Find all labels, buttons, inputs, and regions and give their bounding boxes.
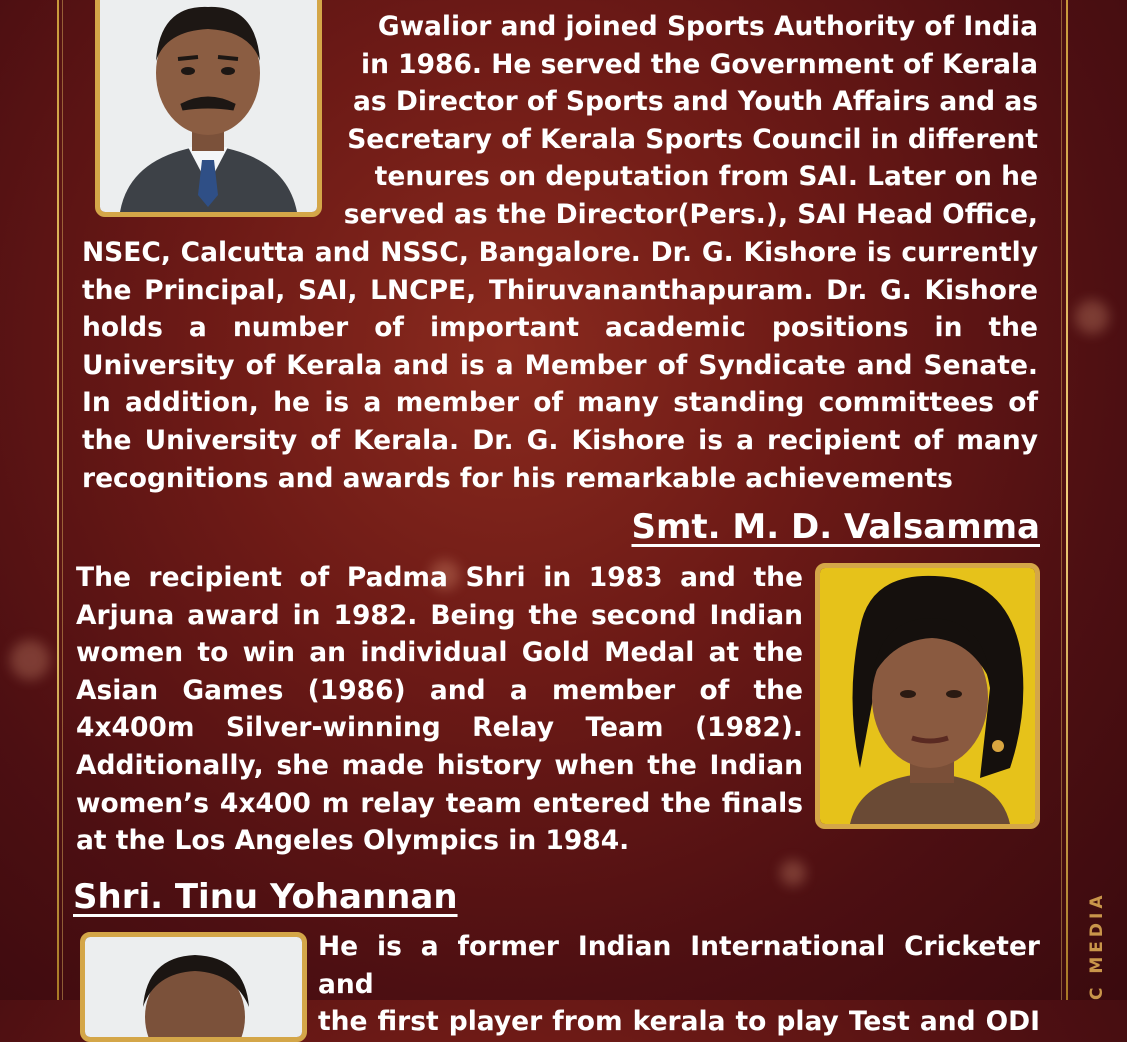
kishore-bio-continued (82, 234, 1038, 497)
portrait-man-mustache-icon (100, 0, 317, 212)
bio-line: the Principal, SAI, LNCPE, Thiruvananthapuram. Dr. G. Kishore (82, 274, 1038, 306)
tinu-name-heading: Shri. Tinu Yohannan (73, 877, 458, 917)
tinu-photo (80, 932, 307, 1042)
bio-line: recognitions and awards for his remarkable achievements (82, 462, 953, 494)
watermark-text: C MEDIA (1087, 891, 1107, 1000)
bio-line: Arjuna award in 1982. Being the second Indian (76, 599, 803, 631)
bio-line: University of Kerala and is a Member of Syndicate and Senate. (82, 349, 1038, 381)
bio-line: 4x400m Silver-winning Relay Team (1982). (76, 712, 803, 744)
bio-line: as Director of Sports and Youth Affairs and as (353, 86, 1038, 118)
valsamma-bio (76, 559, 803, 860)
bio-line: women’s 4x400 m relay team entered the finals (76, 787, 803, 819)
valsamma-name-heading: Smt. M. D. Valsamma (631, 507, 1040, 547)
gold-frame-left-inner (62, 0, 63, 1000)
bokeh-light (10, 640, 50, 680)
bio-line: women to win an individual Gold Medal at the (76, 637, 803, 669)
bokeh-light (780, 860, 806, 886)
bio-line: In addition, he is a member of many standing committees of (82, 387, 1038, 419)
bio-line: Asian Games (1986) and a member of the (76, 674, 803, 706)
portrait-man-icon (85, 937, 302, 1037)
bio-line: at the Los Angeles Olympics in 1984. (76, 825, 630, 857)
bio-line: holds a number of important academic positions in the (82, 312, 1038, 344)
bio-line: the first player from kerala to play Test and ODI (318, 1006, 1040, 1038)
tinu-bio (318, 928, 1040, 1041)
gold-frame-left (57, 0, 59, 1000)
bokeh-light (1075, 300, 1109, 334)
portrait-woman-icon (820, 568, 1035, 824)
bio-line: Secretary of Kerala Sports Council in different (347, 123, 1038, 155)
bio-line: the University of Kerala. Dr. G. Kishore is a recipient of many (82, 424, 1038, 456)
valsamma-photo (815, 563, 1040, 829)
bio-line: NSEC, Calcutta and NSSC, Bangalore. Dr. G. Kishore is currently (82, 237, 1038, 268)
bio-line: tenures on deputation from SAI. Later on he (374, 161, 1038, 193)
bio-line: in 1986. He served the Government of Kerala (361, 48, 1038, 80)
bio-line: served as the Director(Pers.), SAI Head Office, (343, 198, 1038, 230)
kishore-bio (336, 8, 1038, 234)
kishore-photo (95, 0, 322, 217)
gold-frame-right-inner (1061, 0, 1062, 1000)
bio-line: Gwalior and joined Sports Authority of India (377, 11, 1038, 42)
bio-line: The recipient of Padma Shri in 1983 and the (76, 562, 803, 593)
bio-line: He is a former Indian International Cricketer and (318, 931, 1040, 1000)
gold-frame-right (1066, 0, 1068, 1000)
bio-line: Additionally, she made history when the Indian (76, 749, 803, 781)
